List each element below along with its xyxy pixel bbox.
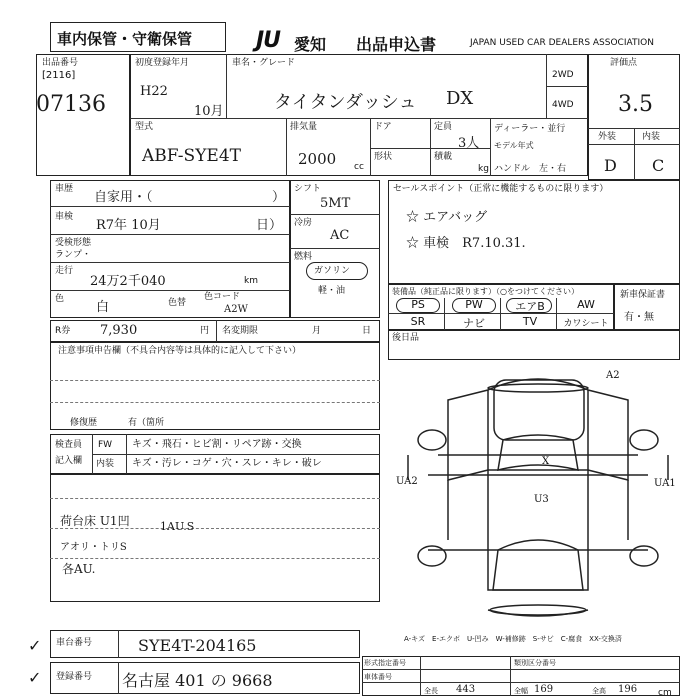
diagram-wheel-fl xyxy=(418,430,446,450)
inspection-day: 日） xyxy=(256,218,283,233)
interior-inspect-items: キズ・汚レ・コゲ・穴・スレ・キレ・破レ xyxy=(132,458,322,469)
reg-month: 10月 xyxy=(194,104,224,119)
tax-value: 7,930 xyxy=(100,323,138,338)
fw-items: キズ・飛石・ヒビ割・リペア跡・交換 xyxy=(132,439,302,450)
equip-navi: ナビ xyxy=(463,317,485,330)
drive-2wd: 2WD xyxy=(552,70,574,80)
color-label: 色 xyxy=(55,294,65,304)
score-label: 評価点 xyxy=(610,58,638,68)
association-name: JAPAN USED CAR DEALERS ASSOCIATION xyxy=(470,38,654,48)
era-year: H22 xyxy=(140,84,168,99)
plate-label: 登録番号 xyxy=(56,672,93,682)
model-year-label: モデル年式 xyxy=(494,141,534,150)
shape-label: 形状 xyxy=(374,152,393,162)
usage-value: 自家用・（ xyxy=(94,190,153,205)
color-value: 白 xyxy=(96,300,110,315)
drive-4wd: 4WD xyxy=(552,100,574,110)
warranty-value: 有・無 xyxy=(624,312,654,323)
exterior-grade: D xyxy=(604,156,617,175)
mark-ua1: UA1 xyxy=(654,478,676,489)
repair-label: 修復歴 xyxy=(70,418,98,428)
history-label: 受検形態 xyxy=(55,238,92,248)
lot-sub-number: [2116] xyxy=(42,70,76,81)
size-label-1: 形式指定番号 xyxy=(364,659,406,667)
diagram-side-left-top xyxy=(448,390,488,480)
org-name: 愛知 xyxy=(294,35,327,54)
cm-unit: cm xyxy=(658,688,672,698)
first-reg-label: 初度登録年月 xyxy=(135,58,190,68)
cc-unit: cc xyxy=(354,162,364,172)
color-change-label: 色替 xyxy=(168,298,187,308)
diagram-wheel-rr xyxy=(630,546,658,566)
inspection-label: 車検 xyxy=(55,212,74,222)
capacity-label: 定員 xyxy=(434,122,453,132)
sales-point-2: ☆ 車検 R7.10.31. xyxy=(406,236,526,251)
vehicle-type: ABF-SYE4T xyxy=(142,146,241,166)
equip-airbag: エアB xyxy=(515,300,545,313)
equip-ps: PS xyxy=(411,298,425,311)
size-label-2: 類別区分番号 xyxy=(514,659,556,667)
equip-sr: SR xyxy=(410,315,426,328)
chassis-label: 車台番号 xyxy=(56,638,93,648)
chassis-number: SYE4T-204165 xyxy=(138,636,257,655)
equip-aw: AW xyxy=(577,298,595,311)
usage-label: 車歴 xyxy=(55,184,74,194)
displacement: 2000 xyxy=(298,150,337,168)
size-label-4: 全長 xyxy=(424,687,438,695)
ac-label: 冷房 xyxy=(294,218,313,228)
ju-logo: JU xyxy=(256,28,281,53)
kg-unit: kg xyxy=(478,164,489,174)
remark-2: アオリ・トリS xyxy=(60,542,127,553)
remark-3: 各AU. xyxy=(62,562,96,576)
storage-label: 車内保管・守衛保管 xyxy=(57,30,193,48)
fuel-value: ガソリン xyxy=(314,266,351,276)
mark-x: X xyxy=(542,456,550,467)
fuel-alt: 軽・油 xyxy=(318,286,346,296)
remark-1: 荷台床 U1凹 xyxy=(60,514,130,528)
fw-label: FW xyxy=(98,440,113,450)
mileage-label: 走行 xyxy=(55,266,74,276)
inspection-value: R7年 10月 xyxy=(96,218,161,233)
capacity: 3人 xyxy=(458,136,480,151)
color-code: A2W xyxy=(224,304,248,315)
diagram-side-right-top xyxy=(588,390,628,480)
tax-unit: 円 xyxy=(200,326,210,336)
after-box xyxy=(388,330,680,360)
shift-label: シフト xyxy=(294,184,322,194)
model-name: タイタンダッシュ xyxy=(274,92,417,113)
ac-value: AC xyxy=(330,228,350,243)
tax-label: R券 xyxy=(55,326,71,336)
score-value: 3.5 xyxy=(618,92,653,117)
fuel-label: 燃料 xyxy=(294,252,313,262)
dealer-label: ディーラー・並行 xyxy=(494,124,566,134)
size-label-5: 全幅 xyxy=(514,687,528,695)
usage-close: ） xyxy=(272,190,286,205)
equip-tv: TV xyxy=(522,315,538,328)
shift-value: 5MT xyxy=(320,196,351,211)
interior-label: 内装 xyxy=(642,132,661,142)
after-label: 後日品 xyxy=(392,333,420,343)
sales-points-label: セールスポイント（正常に機能するものに限ります） xyxy=(393,184,609,194)
history-sub: ランプ・ xyxy=(55,250,92,260)
check-mark-2: ✓ xyxy=(28,668,42,687)
model-label: 車名・グレード xyxy=(232,58,296,68)
diagram-bed xyxy=(488,470,588,590)
sales-point-1: ☆ エアバッグ xyxy=(406,210,488,225)
diagram-wheel-fr xyxy=(630,430,658,450)
load-label: 積載 xyxy=(434,152,453,162)
lot-number: 07136 xyxy=(36,92,106,117)
interior-grade: C xyxy=(652,156,665,175)
width-value: 169 xyxy=(534,684,554,695)
inspector-label-2: 記入欄 xyxy=(55,456,83,466)
validity-label: 名変期限 xyxy=(222,326,259,336)
validity-day: 日 xyxy=(362,326,372,336)
diagram-legend: A-キズ E-エクボ U-凹み W-補修跡 S-サビ C-腐食 XX-交換済 xyxy=(404,635,622,643)
equipment-label: 装備品（純正品に限ります）（○をつけてください） xyxy=(392,287,579,296)
length-value: 443 xyxy=(456,684,476,695)
mark-a2: A2 xyxy=(606,370,620,381)
mileage-value: 24万2千040 xyxy=(90,274,166,289)
equip-leather-seat: カワシート xyxy=(563,319,609,329)
color-code-label: 色コード xyxy=(204,292,241,302)
document-title: 出品申込書 xyxy=(356,35,437,54)
warranty-label: 新車保証書 xyxy=(620,290,666,300)
lot-label: 出品番号 xyxy=(42,58,79,68)
remark-side: 1AU.S xyxy=(160,520,195,533)
displacement-label: 排気量 xyxy=(290,122,318,132)
repair-value: 有（箇所 xyxy=(128,418,165,428)
notes-label: 注意事項申告欄（不具合内容等は具体的に記入して下さい） xyxy=(58,346,302,356)
exterior-label: 外装 xyxy=(598,132,617,142)
diagram-rear-window xyxy=(493,540,583,590)
plate-number: 名古屋 401 の 9668 xyxy=(122,671,273,690)
mark-ua2: UA2 xyxy=(396,476,418,487)
height-value: 196 xyxy=(618,684,638,695)
interior-inspect-label: 内装 xyxy=(96,459,115,469)
type-label: 型式 xyxy=(135,122,154,132)
size-label-3: 車体番号 xyxy=(364,673,392,681)
handle-label: ハンドル 左・右 xyxy=(494,164,567,174)
mark-u3: U3 xyxy=(534,494,549,505)
check-mark-1: ✓ xyxy=(28,636,42,655)
inspector-label-1: 検査員 xyxy=(55,440,83,450)
damage-diagram xyxy=(388,360,688,630)
size-label-6: 全高 xyxy=(592,687,606,695)
diagram-cab-top xyxy=(494,380,584,440)
door-label: ドア xyxy=(374,122,392,132)
equip-pw: PW xyxy=(465,298,483,311)
diagram-wheel-rl xyxy=(418,546,446,566)
validity-month: 月 xyxy=(312,326,322,336)
mileage-unit: km xyxy=(244,276,258,286)
grade: DX xyxy=(446,88,474,109)
